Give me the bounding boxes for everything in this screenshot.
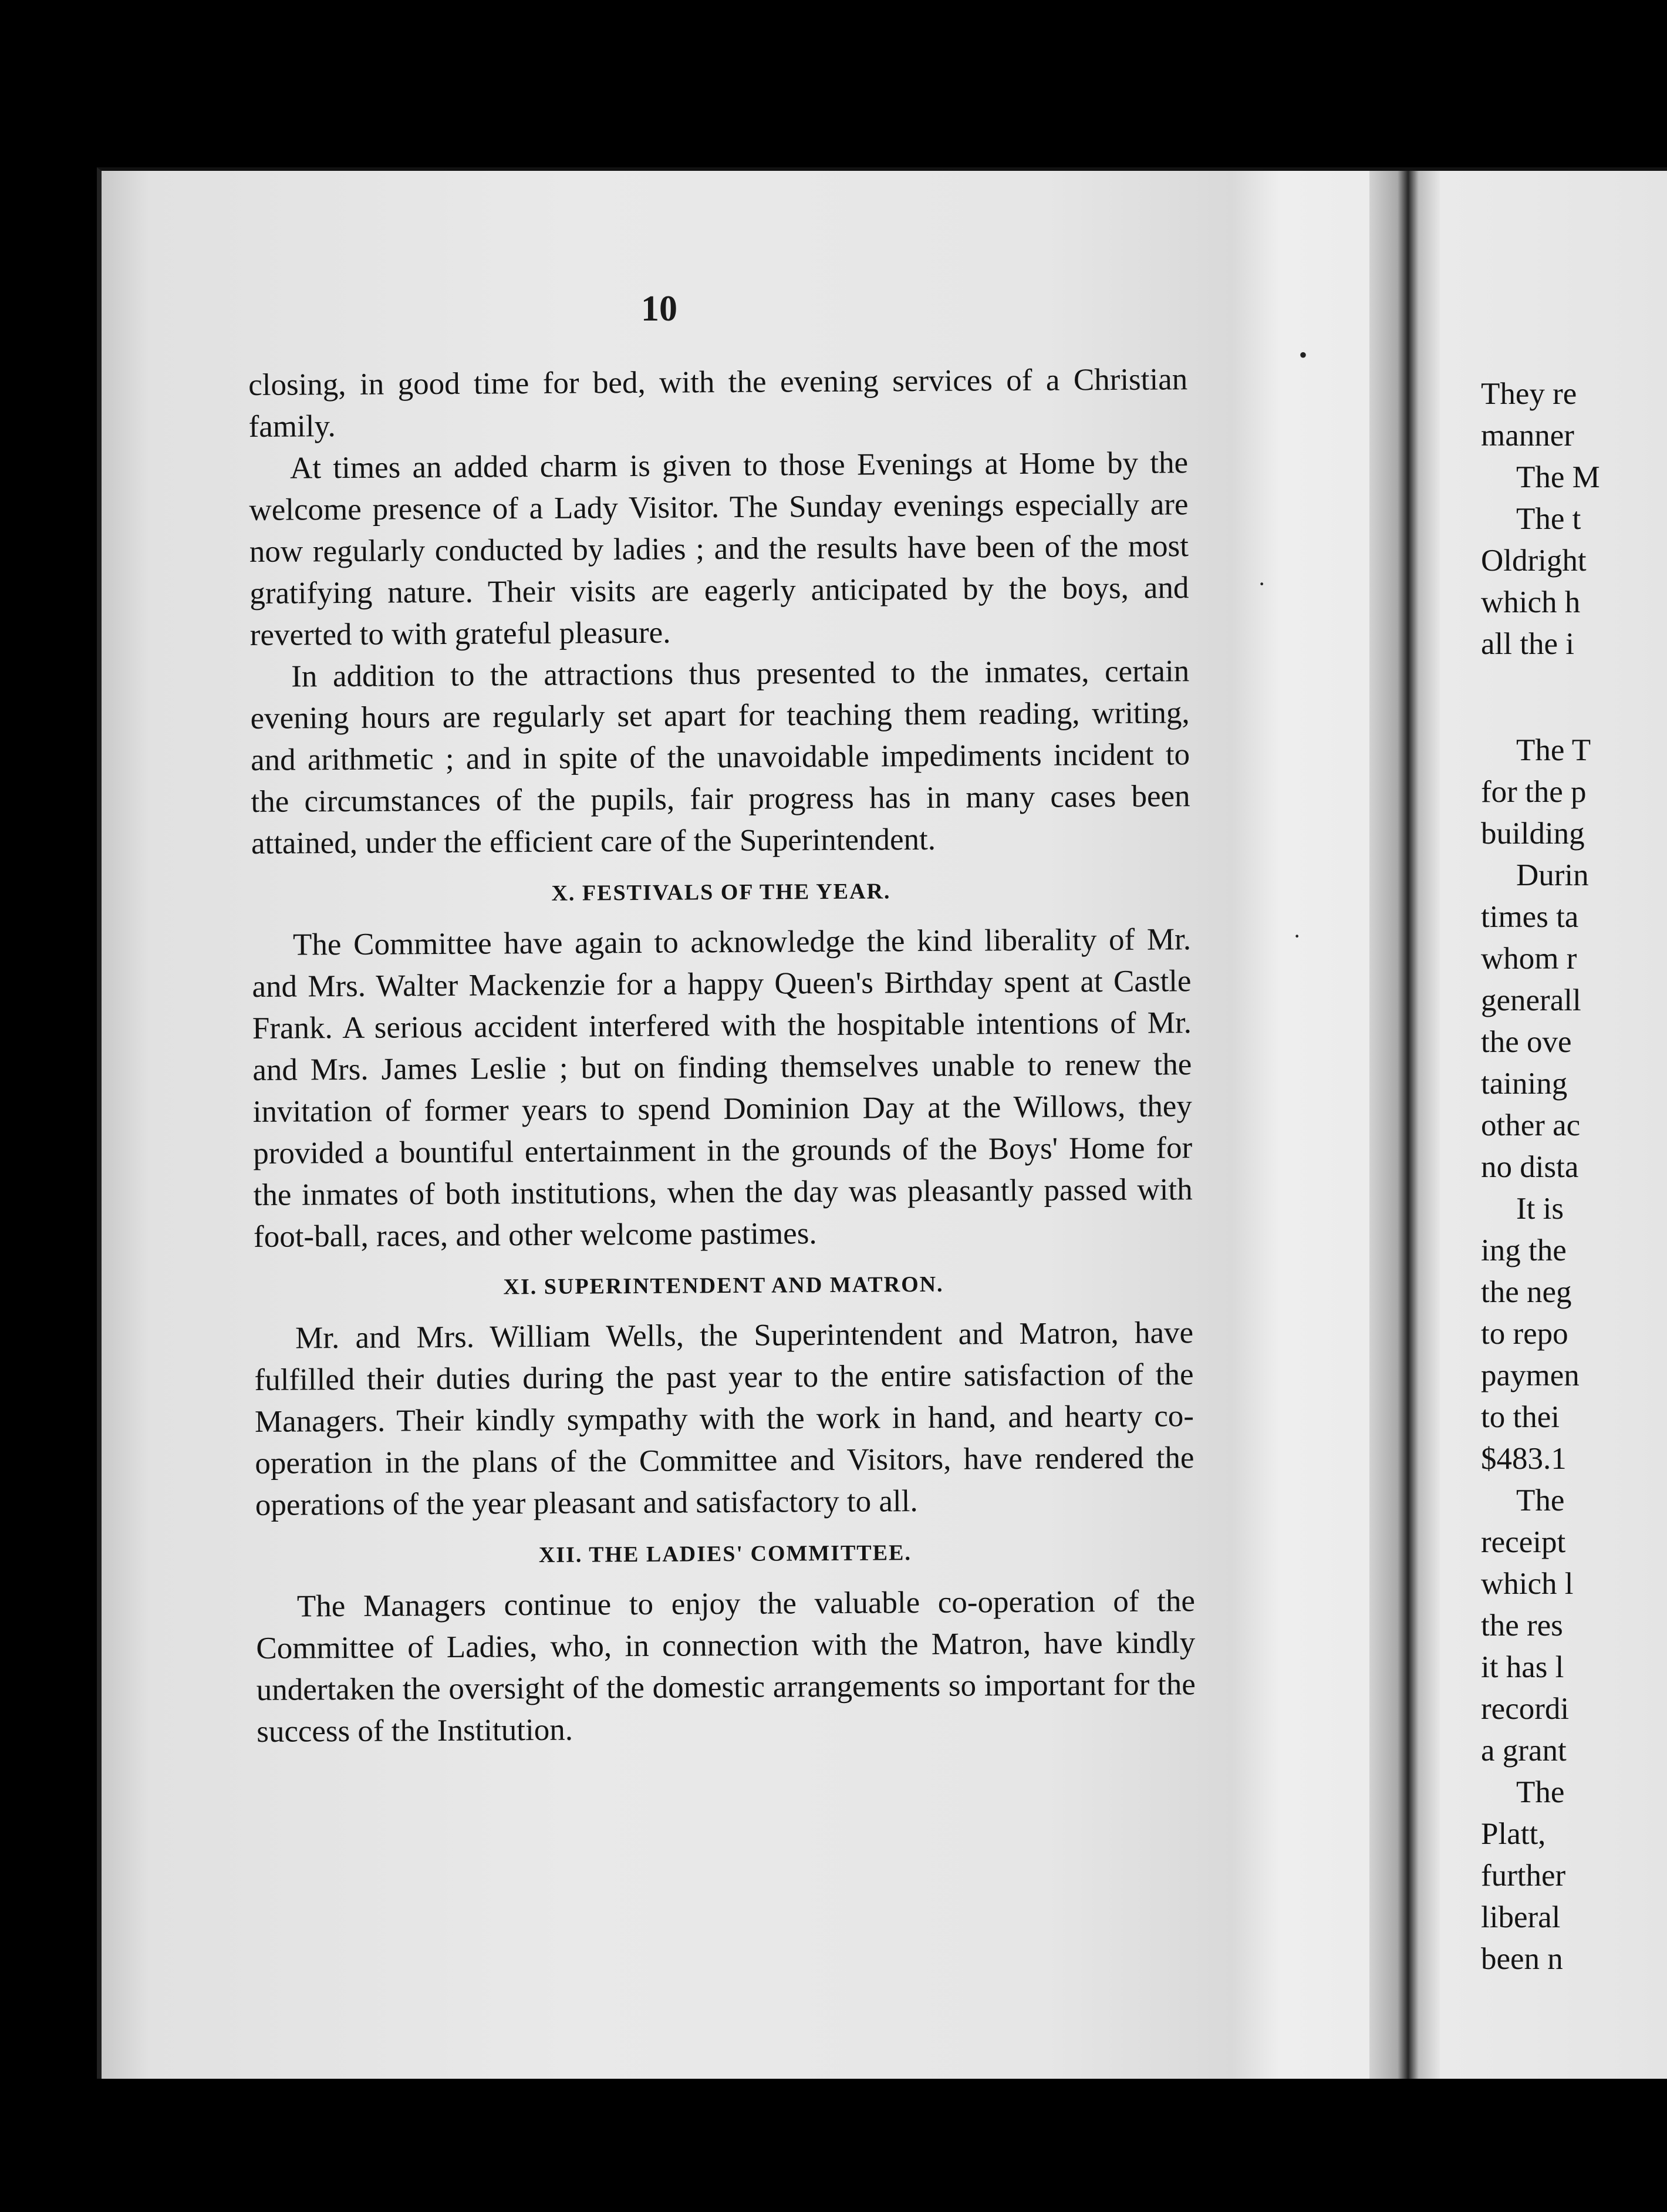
text-line: a grant [1481,1734,1567,1768]
paragraph-evening-teaching: In addition to the attractions thus presented to the inmates, certain evening hours are regularly set apart for teaching them reading, writing, and arithmetic ; and in spite of the unavoidable impediments incident to the circumstances of the pupils, fair progress has in many cases been attained, under the efficient care of the Superintendent. [250,654,1190,861]
paragraph-lady-visitor: At times an added charm is given to those Evenings at Home by the welcome presence of a Lady Visitor. The Sunday evenings especially are now regularly conducted by ladies ; and the results have been of the most gratifying nature. Their visits are eagerly anticipated by the boys, and reverted to with grateful pleasure. [249,446,1189,652]
paragraph-festivals: The Committee have again to acknowledge the kind liberality of Mr. and Mrs. Walter Mackenzie for a happy Queen's Birthday spent at Castle Frank. A serious accident interfered with the hospitable intentions of Mr. and Mrs. James Leslie ; but on finding themselves unable to renew the invitation of former years to spend Dominion Day at the Willows, they provided a bountiful entertainment in the grounds of the Boys' Home for the inmates of both institutions, when the day was pleasantly passed with foot-ball, races, and other welcome pastimes. [252,922,1193,1254]
text-line: $483.1 [1481,1442,1567,1476]
text-line: to thei [1481,1400,1560,1434]
paragraph-superintendent: Mr. and Mrs. William Wells, the Superintendent and Matron, have fulfilled their duties during the past year to the entire satisfaction of the Managers. Their kindly sympathy with the work in hand, and hearty co-operation in the plans of the Committee and Visitors, have rendered the operations of the year pleasant and satisfactory to all. [254,1316,1194,1522]
section-heading-festivals: X. FESTIVALS OF THE YEAR. [551,879,891,906]
text-line: Platt, [1481,1817,1546,1851]
text-line: been n [1481,1942,1563,1976]
spacer [1481,665,1667,730]
paragraph-evening-services: closing, in good time for bed, with the evening services of a Christian family. [248,362,1188,444]
right-page-text [1481,373,1667,1980]
text-line: paymen [1481,1358,1580,1392]
page-number: 10 [641,289,677,329]
text-line: no dista [1481,1150,1579,1184]
text-line: generall [1481,983,1581,1017]
text-line: They re [1481,377,1577,411]
section-heading-superintendent: XI. SUPERINTENDENT AND MATRON. [503,1272,944,1300]
text-line: ing the [1481,1233,1567,1267]
text-line: further [1481,1859,1566,1893]
text-line: which h [1481,585,1581,619]
book-spread [97,167,1667,2079]
section-heading-ladies-committee: XII. THE LADIES' COMMITTEE. [538,1540,912,1568]
text-line: Durin [1516,858,1589,892]
ink-speck-mark: · [1258,571,1266,597]
left-page [102,171,1369,2079]
text-line: whom r [1481,942,1577,976]
text-line: manner [1481,419,1574,453]
text-line: The [1516,1483,1565,1518]
book-gutter [1369,171,1440,2079]
text-line: recordi [1481,1692,1570,1726]
left-page-body [248,359,1196,1753]
text-line: It is [1516,1192,1564,1226]
text-line: The [1516,1775,1565,1809]
text-line: taining [1481,1067,1568,1101]
ink-speck-mark: • [1299,342,1308,368]
text-line: receipt [1481,1525,1566,1559]
text-line: the neg [1481,1275,1572,1309]
text-line: the res [1481,1609,1563,1643]
text-line: liberal [1481,1900,1561,1934]
text-line: The T [1516,733,1591,767]
ink-speck-mark: · [1293,923,1301,949]
right-page-cropped [1440,171,1667,2079]
text-line: for the p [1481,775,1587,809]
text-line: The M [1516,460,1600,494]
text-line: building [1481,817,1585,851]
text-line: other ac [1481,1108,1581,1142]
text-line: which l [1481,1567,1574,1601]
paragraph-ladies-committee: The Managers continue to enjoy the valuable co-operation of the Committee of Ladies, who, in connection with the Matron, have kindly undertaken the oversight of the domestic arrangements so important for the success of the Institution. [256,1584,1196,1749]
text-line: it has l [1481,1650,1564,1684]
text-line: The t [1516,502,1581,536]
text-line: all the i [1481,627,1574,661]
text-line: the ove [1481,1025,1572,1059]
text-line: Oldright [1481,544,1587,578]
text-line: to repo [1481,1317,1568,1351]
text-line: times ta [1481,900,1579,934]
